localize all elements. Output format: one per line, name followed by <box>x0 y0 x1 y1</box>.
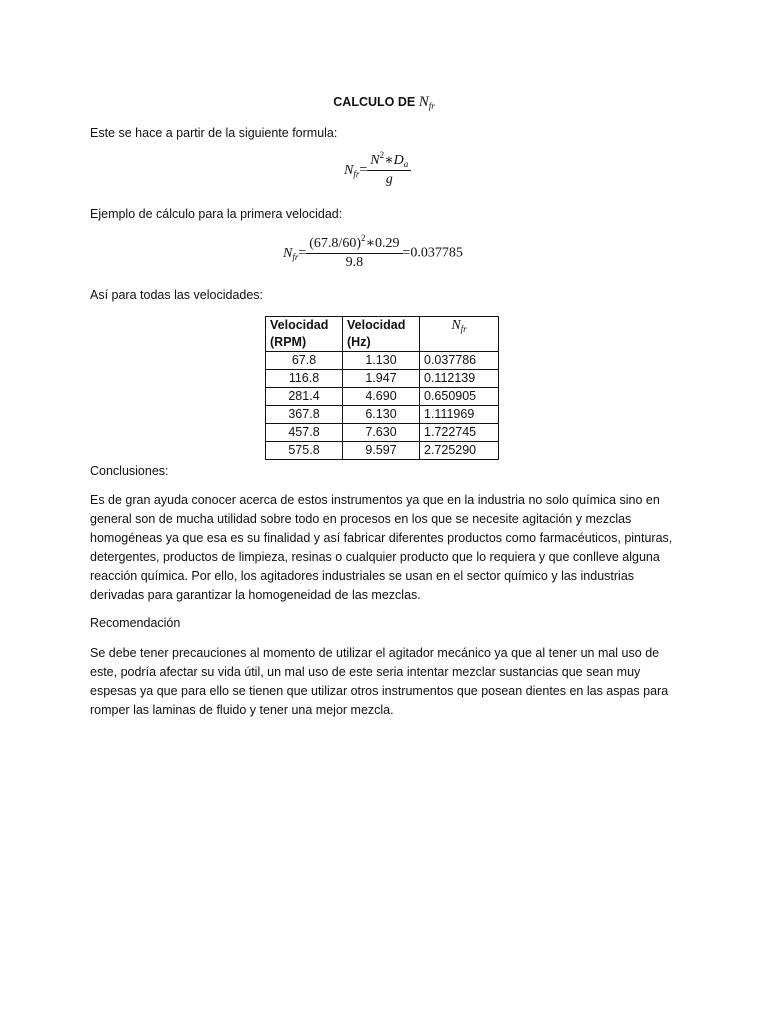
intro-text: Este se hace a partir de la siguiente formula: <box>90 126 338 140</box>
example-num-rest: ∗0.29 <box>365 236 400 251</box>
page-title <box>0 93 768 113</box>
conclusions-paragraph: Es de gran ayuda conocer acerca de estos instrumentos ya que en la industria no solo química sino en general son de mucha utilidad sobre todo en procesos en los que se necesite agitación y mezclas homogéneas ya que esa es su finalidad y así fabricar diferentes productos como farmacéuticos, pinturas, detergentes, productos de limpieza, resinas o cualquier producto que lo requiera y que conlleve alguna reacción química. Por ello, los agitadores industriales se usan en el sector químico y las industrias derivadas para garantizar la homogeneidad de las mezclas. <box>90 493 673 602</box>
cell-nfr: 1.111969 <box>420 406 499 424</box>
cell-hz: 1.947 <box>343 370 420 388</box>
example-result: =0.037785 <box>402 245 463 261</box>
table-row <box>266 352 499 370</box>
formula-lhs <box>344 163 359 178</box>
cell-rpm: 575.8 <box>266 442 343 460</box>
formula-lhs-sub: fr <box>353 168 360 179</box>
cell-rpm: 457.8 <box>266 424 343 442</box>
formula-num-op: ∗ <box>384 153 394 168</box>
example-equation <box>283 235 463 272</box>
example-lhs <box>283 246 298 261</box>
cell-hz: 4.690 <box>343 388 420 406</box>
example-numerator <box>306 235 402 254</box>
cell-rpm: 67.8 <box>266 352 343 370</box>
formula-num-base: N <box>370 153 380 168</box>
cell-nfr: 2.725290 <box>420 442 499 460</box>
header-nfr-base: N <box>451 318 461 333</box>
header-nfr-sub: fr <box>460 324 467 334</box>
cell-rpm: 281.4 <box>266 388 343 406</box>
title-symbol-base: N <box>418 94 429 110</box>
example-num-sup: 2 <box>360 233 366 243</box>
formula-num-d-sub: a <box>403 159 409 169</box>
title-text: CALCULO DE <box>333 95 416 109</box>
header-hz: Velocidad (Hz) <box>343 317 420 352</box>
table-header-row <box>266 317 499 352</box>
cell-nfr: 1.722745 <box>420 424 499 442</box>
formula-lhs-base: N <box>344 162 354 178</box>
cell-nfr: 0.650905 <box>420 388 499 406</box>
example-fraction <box>306 235 402 272</box>
formula-num-sup: 2 <box>379 150 385 160</box>
cell-hz: 7.630 <box>343 424 420 442</box>
formula-num-d: D <box>393 153 404 168</box>
conclusions-heading: Conclusiones: <box>90 464 169 478</box>
table-row <box>266 388 499 406</box>
cell-rpm: 116.8 <box>266 370 343 388</box>
example-label: Ejemplo de cálculo para la primera velocidad: <box>90 207 343 221</box>
example-lhs-sub: fr <box>292 251 299 262</box>
header-rpm: Velocidad (RPM) <box>266 317 343 352</box>
cell-nfr: 0.112139 <box>420 370 499 388</box>
formula-numerator <box>367 152 411 171</box>
formula <box>344 152 411 189</box>
formula-denominator: g <box>385 172 393 187</box>
results-table <box>265 316 499 460</box>
example-num-paren: (67.8/60) <box>309 236 361 251</box>
table-row <box>266 406 499 424</box>
cell-hz: 1.130 <box>343 352 420 370</box>
table-row <box>266 442 499 460</box>
cell-hz: 9.597 <box>343 442 420 460</box>
example-denominator: 9.8 <box>345 255 364 270</box>
recommendation-heading: Recomendación <box>90 616 181 630</box>
formula-fraction <box>367 152 411 189</box>
table-intro: Así para todas las velocidades: <box>90 288 264 302</box>
recommendation-paragraph: Se debe tener precauciones al momento de utilizar el agitador mecánico ya que al tener un mal uso de este, podría afectar su vida útil, un mal uso de este seria intentar mezclar sustancias que sean muy espesas ya que para ello se tienen que utilizar otros instrumentos que posean dientes en las aspas para romper las laminas de fluido y tener una mejor mezcla. <box>90 646 669 717</box>
table-row <box>266 370 499 388</box>
example-lhs-base: N <box>283 245 293 261</box>
header-nfr <box>420 317 499 352</box>
cell-hz: 6.130 <box>343 406 420 424</box>
example-equals: = <box>298 245 307 261</box>
table-row <box>266 424 499 442</box>
formula-equals: = <box>359 162 368 178</box>
title-symbol <box>419 94 435 110</box>
title-symbol-sub: fr <box>428 101 435 111</box>
cell-rpm: 367.8 <box>266 406 343 424</box>
cell-nfr: 0.037786 <box>420 352 499 370</box>
